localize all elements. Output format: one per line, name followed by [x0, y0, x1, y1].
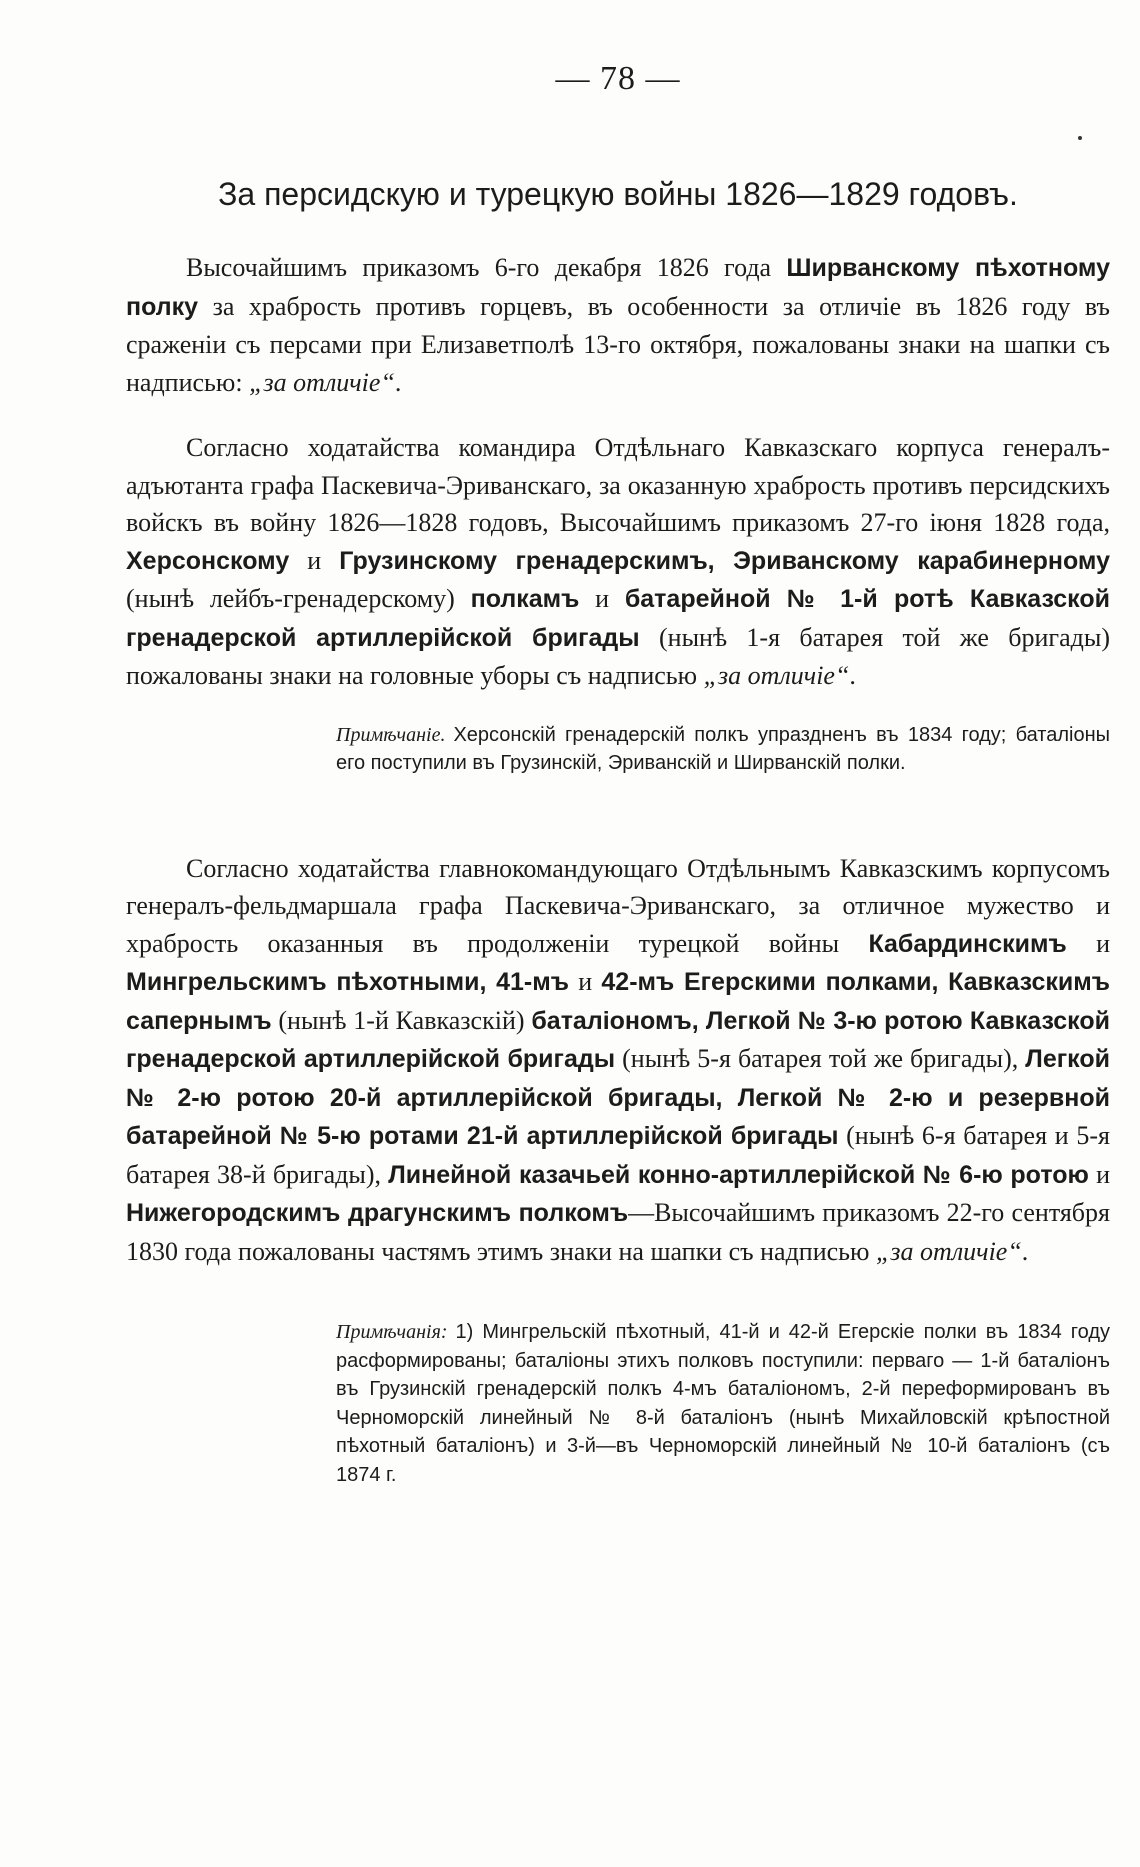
unit-name: 42-мъ Егерскими полками, Кавказскимъ сапернымъ [126, 968, 1110, 1035]
unit-name: Ширванскому пѣхотному полку [126, 254, 1110, 321]
unit-name: баталіономъ, Легкой № 3-ю ротою Кавказской гренадерской артиллерійской бригады [126, 1006, 1110, 1073]
unit-name: Кабардинскимъ [868, 929, 1067, 958]
award-inscription: „за отличіе“ [875, 1236, 1022, 1266]
note-text: Херсонскій гренадерскій полкъ упраздненъ въ 1834 году; баталіоны его поступили въ Грузинскій, Эриванскій и Ширванскій полки. [336, 723, 1110, 774]
text-run: за храбрость противъ горцевъ, въ особенности за отличіе въ 1826 году въ сраженіи съ персами при Елизаветполѣ 13-го октября, пожалованы знаки на шапки съ надписью: [126, 291, 1110, 397]
text-run: . [1021, 1236, 1029, 1266]
text-run: (нынѣ лейбъ-гренадерскому) [126, 584, 471, 613]
text-run: —Высочайшимъ приказомъ 22-го сентября 1830 года пожалованы частямъ этимъ знаки на шапки съ надписью [126, 1198, 1110, 1266]
text-run: (нынѣ 1-я батарея той же бригады) пожалованы знаки на головные уборы съ надписью [126, 622, 1110, 690]
unit-name: Линейной казачьей конно-артиллерійской № 6-ю ротою [388, 1160, 1089, 1189]
print-speck [1078, 136, 1082, 140]
paragraph-turkish-war-1830 [126, 850, 1110, 1271]
text-run: Согласно ходатайства командира Отдѣльнаго Кавказскаго корпуса генералъ-адъютанта графа Паскевича-Эриванскаго, за оказанную храбрость противъ персидскихъ войскъ въ войну 1826—1828 годовъ, Высочайшимъ приказомъ 27-го іюня 1828 года, [126, 433, 1110, 537]
unit-name: полкамъ [470, 585, 580, 613]
paragraph-persian-war-1828 [126, 429, 1110, 695]
text-run: (нынѣ 1-й Кавказскій) [271, 1005, 532, 1035]
footnote-kherson-regiment [336, 721, 1110, 778]
page-number: — 78 — [555, 60, 681, 97]
text-run: и [289, 545, 340, 575]
unit-name: Нижегородскимъ драгунскимъ полкомъ [126, 1199, 629, 1227]
text-run: Высочайшимъ приказомъ 6-го декабря 1826 года [186, 253, 787, 282]
text-run: (нынѣ 6-я батарея и 5-я батарея 38-й бригады), [126, 1121, 1110, 1189]
note-label: Примѣчаніе. [336, 723, 446, 746]
unit-name: Мингрельскимъ пѣхотными, 41-мъ [126, 968, 569, 996]
text-run: и [568, 967, 602, 996]
text-run: и [579, 584, 625, 613]
text-run: Согласно ходатайства главнокомандующаго Отдѣльнымъ Кавказскимъ корпусомъ генералъ-фельдмаршала графа Паскевича-Эриванскаго, за отличное мужество и храбрость оказанныя въ продолженіи турецкой войны [126, 853, 1110, 958]
section-title: За персидскую и турецкую войны 1826—1829 годовъ. [218, 176, 1018, 212]
unit-name: батарейной № 1-й ротѣ Кавказской гренадерской артиллерійской бригады [126, 585, 1110, 652]
note-text: 1) Мингрельскій пѣхотный, 41-й и 42-й Егерскіе полки въ 1834 году расформированы; баталіоны этихъ полковъ поступили: перваго — 1-й баталіонъ въ Грузинскій гренадерскій полкъ 4-мъ баталіономъ, 2-й переформированъ въ Черноморскій линейный № 8-й баталіонъ (нынѣ Михайловскій крѣпостной пѣхотный баталіонъ) и 3-й—въ Черноморскій линейный № 10-й баталіонъ (съ 1874 г. [336, 1321, 1110, 1486]
award-inscription: „за отличіе“ [249, 367, 395, 397]
text-run: и [1066, 928, 1110, 958]
text-run: и [1088, 1159, 1111, 1189]
unit-name: Легкой № 2-ю ротою 20-й артиллерійской бригады, Легкой № 2-ю и резервной батарейной № 5-ю ротами 21-й артиллерійской бригады [126, 1045, 1110, 1150]
text-run: . [849, 661, 856, 690]
award-inscription: „за отличіе“ [703, 661, 850, 690]
unit-name: Херсонскому [126, 546, 290, 575]
footnote-disbanded-regiments [336, 1318, 1110, 1489]
text-run: (нынѣ 5-я батарея той же бригады), [615, 1044, 1026, 1073]
text-run: . [394, 367, 402, 397]
unit-name: Грузинскому гренадерскимъ, Эриванскому карабинерному [339, 546, 1111, 575]
paragraph-shirvan-regiment [126, 249, 1110, 401]
note-label: Примѣчанія: [336, 1321, 448, 1343]
